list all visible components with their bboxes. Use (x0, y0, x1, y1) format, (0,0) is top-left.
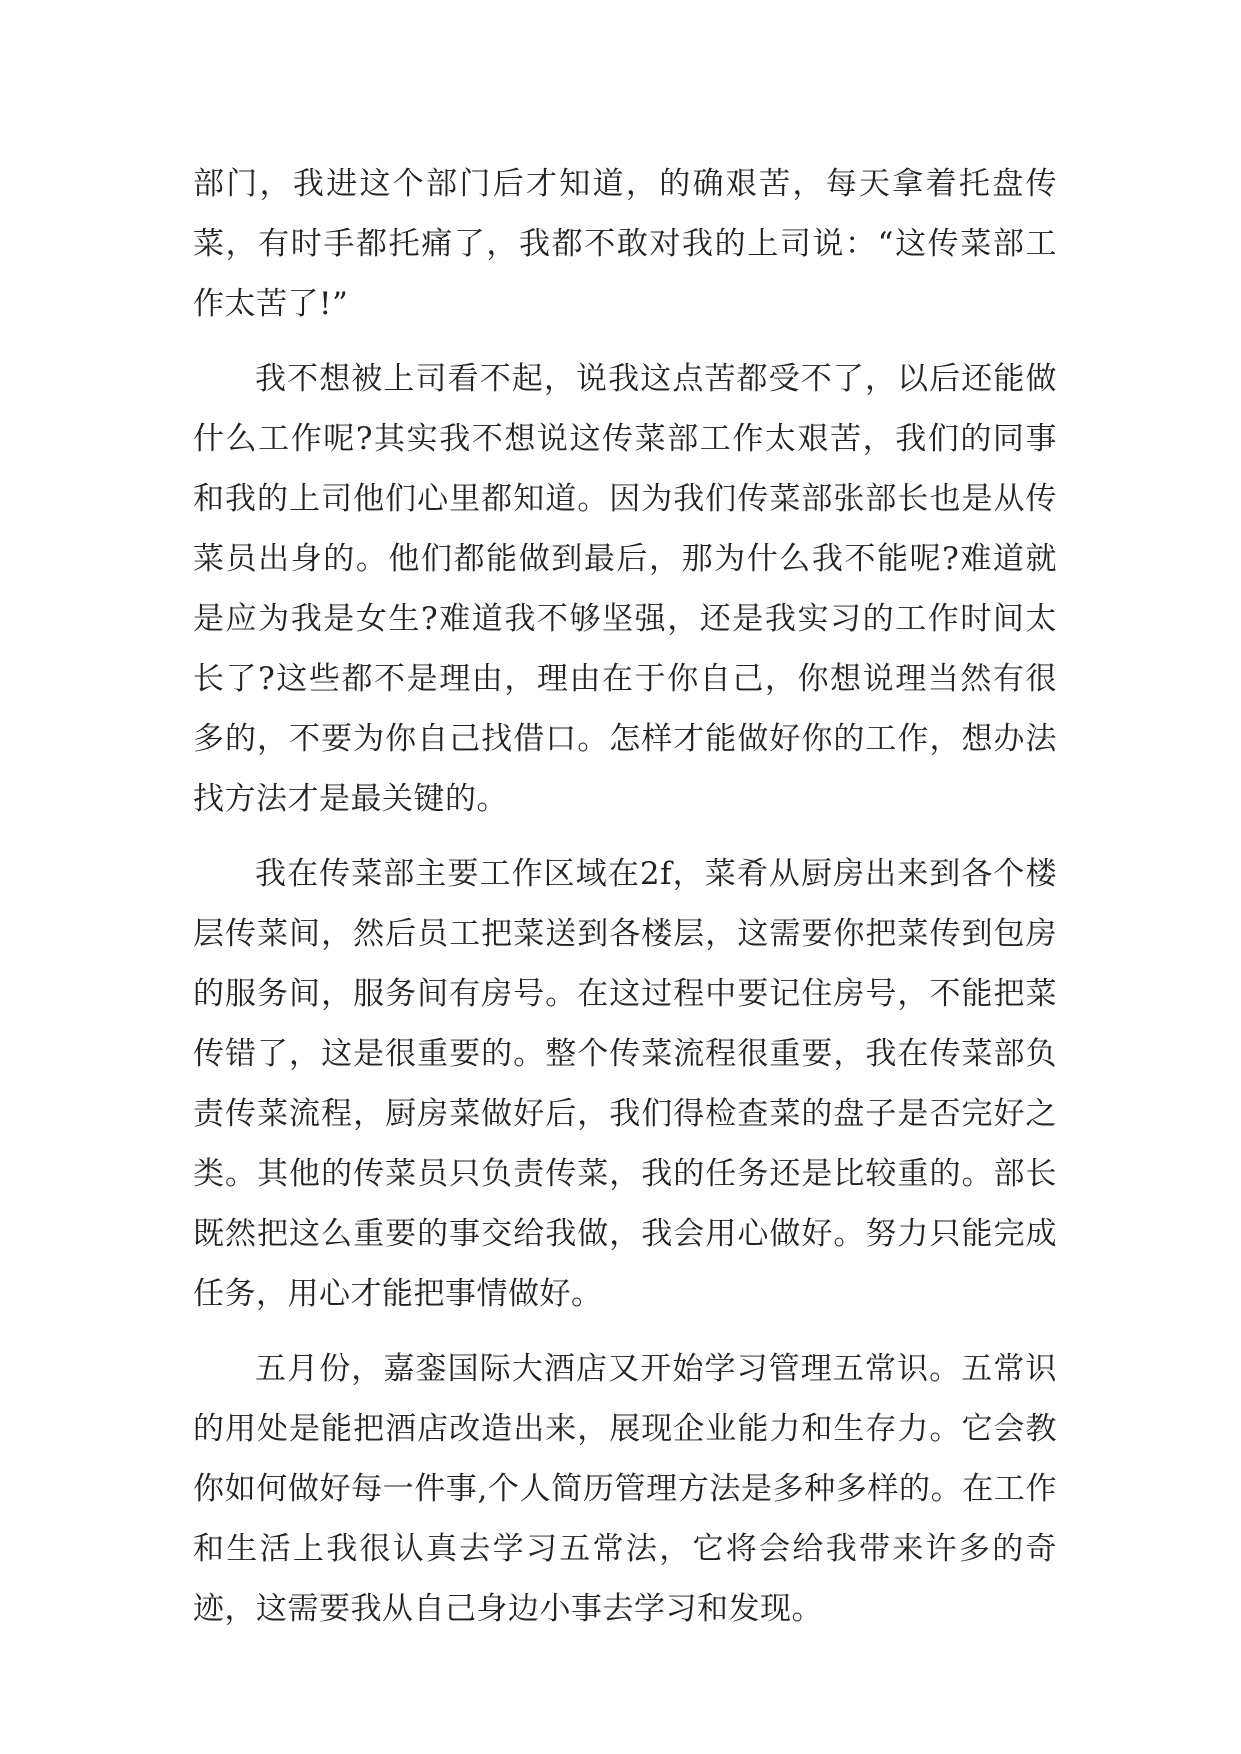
paragraph-4: 五月份，嘉銮国际大酒店又开始学习管理五常识。五常识的用处是能把酒店改造出来，展现企业能力和生存力。它会教你如何做好每一件事,个人简历管理方法是多种多样的。在工作和生活上我很认真去学习五常法，它将会给我带来许多的奇迹，这需要我从自己身边小事去学习和发现。 (193, 1351, 1057, 1627)
paragraph-3: 我在传菜部主要工作区域在2f，菜肴从厨房出来到各个楼层传菜间，然后员工把菜送到各楼层，这需要你把菜传到包房的服务间，服务间有房号。在这过程中要记住房号，不能把菜传错了，这是很重要的。整个传菜流程很重要，我在传菜部负责传菜流程，厨房菜做好后，我们得检查菜的盘子是否完好之类。其他的传菜员只负责传菜，我的任务还是比较重的。部长既然把这么重要的事交给我做，我会用心做好。努力只能完成任务，用心才能把事情做好。 (193, 856, 1057, 1312)
paragraph-1: 部门，我进这个部门后才知道，的确艰苦，每天拿着托盘传菜，有时手都托痛了，我都不敢对我的上司说：“这传菜部工作太苦了!” (193, 166, 1057, 322)
paragraph-2: 我不想被上司看不起，说我这点苦都受不了，以后还能做什么工作呢?其实我不想说这传菜部工作太艰苦，我们的同事和我的上司他们心里都知道。因为我们传菜部张部长也是从传菜员出身的。他们都能做到最后，那为什么我不能呢?难道就是应为我是女生?难道我不够坚强，还是我实习的工作时间太长了?这些都不是理由，理由在于你自己，你想说理当然有很多的，不要为你自己找借口。怎样才能做好你的工作，想办法找方法才是最关键的。 (193, 361, 1057, 817)
document-body (193, 154, 1057, 1654)
